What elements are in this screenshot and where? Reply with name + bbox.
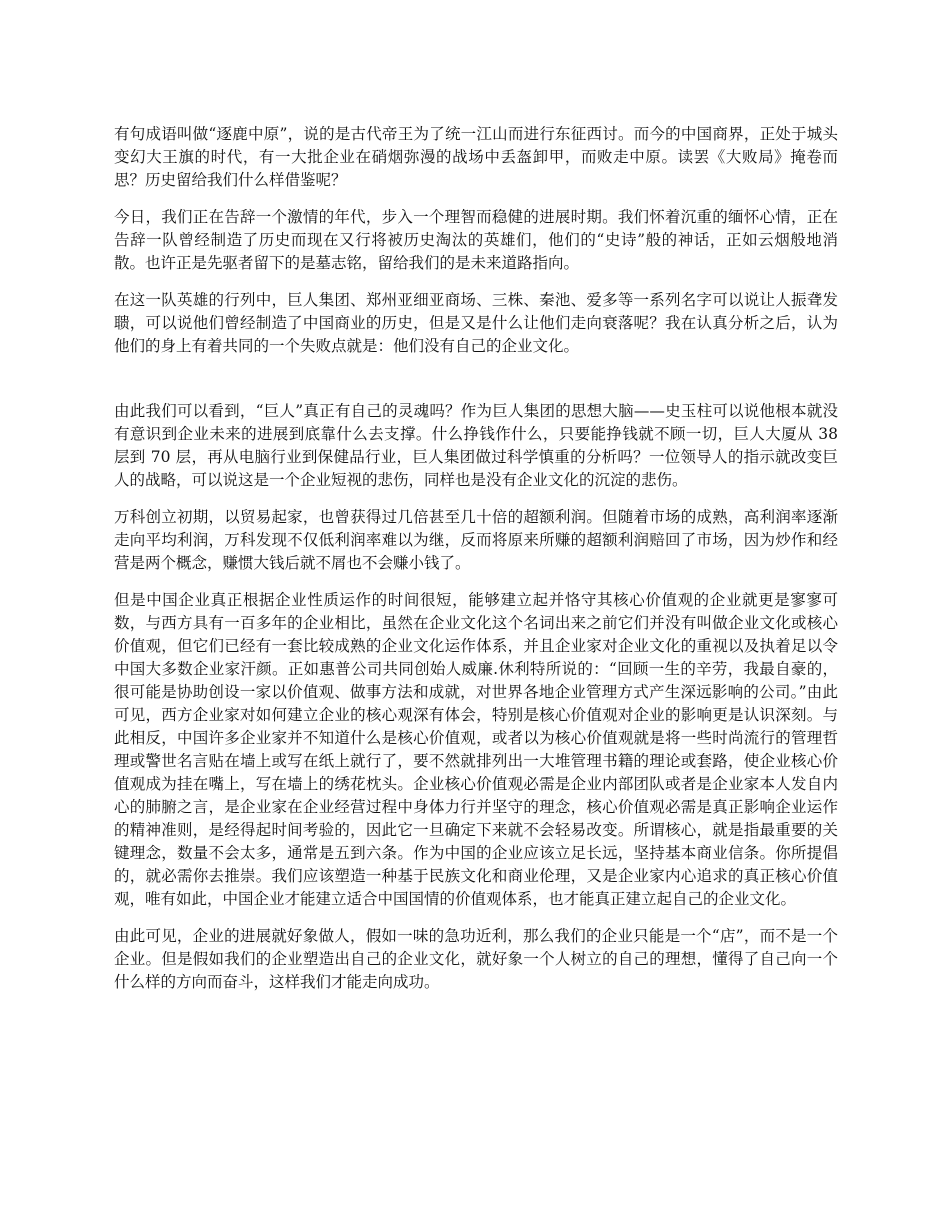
paragraph-2: 今日，我们正在告辞一个激情的年代，步入一个理智而稳健的进展时期。我们怀着沉重的缅怀心情，正在告辞一队曾经制造了历史而现在又行将被历史淘汰的英雄们，他们的“史诗”般的神话，正如云烟般地消散。也许正是先驱者留下的是墓志铭，留给我们的是未来道路指向。 [114, 208, 838, 272]
paragraph-7: 由此可见，企业的进展就好象做人，假如一味的急功近利，那么我们的企业只能是一个“店”，而不是一个企业。但是假如我们的企业塑造出自己的企业文化，就好象一个人树立的自己的理想，懂得了自己向一个什么样的方向而奋斗，这样我们才能走向成功。 [114, 927, 838, 991]
document-body [114, 123, 838, 1008]
paragraph-4: 由此我们可以看到，“巨人”真正有自己的灵魂吗？作为巨人集团的思想大脑——史玉柱可以说他根本就没有意识到企业未来的进展到底靠什么去支撑。什么挣钱作什么，只要能挣钱就不顾一切，巨人大厦从 38 层到 70 层，再从电脑行业到保健品行业，巨人集团做过科学慎重的分析吗？一位领导人的指示就改变巨人的战略，可以说这是一个企业短视的悲伤，同样也是没有企业文化的沉淀的悲伤。 [114, 402, 838, 489]
paragraph-3: 在这一队英雄的行列中，巨人集团、郑州亚细亚商场、三株、秦池、爱多等一系列名字可以说让人振聋发聩，可以说他们曾经制造了中国商业的历史，但是又是什么让他们走向衰落呢？我在认真分析之后，认为他们的身上有着共同的一个失败点就是：他们没有自己的企业文化。 [114, 291, 838, 355]
paragraph-1: 有句成语叫做“逐鹿中原”，说的是古代帝王为了统一江山而进行东征西讨。而今的中国商界，正处于城头变幻大王旗的时代，有一大批企业在硝烟弥漫的战场中丢盔卸甲，而败走中原。读罢《大败局》掩卷而思？历史留给我们什么样借鉴呢？ [114, 125, 838, 189]
paragraph-5: 万科创立初期，以贸易起家，也曾获得过几倍甚至几十倍的超额利润。但随着市场的成熟，高利润率逐渐走向平均利润，万科发现不仅低利润率难以为继，反而将原来所赚的超额利润赔回了市场，因为炒作和经营是两个概念，赚惯大钱后就不屑也不会赚小钱了。 [114, 508, 838, 572]
paragraph-6: 但是中国企业真正根据企业性质运作的时间很短，能够建立起并恪守其核心价值观的企业就更是寥寥可数，与西方具有一百多年的企业相比，虽然在企业文化这个名词出来之前它们并没有叫做企业文化或核心价值观，但它们已经有一套比较成熟的企业文化运作体系，并且企业家对企业文化的重视以及执着足以令中国大多数企业家汗颜。正如惠普公司共同创始人威廉.休利特所说的：“回顾一生的辛劳，我最自豪的，很可能是协助创设一家以价值观、做事方法和成就，对世界各地企业管理方式产生深远影响的公司。”由此可见，西方企业家对如何建立企业的核心观深有体会，特别是核心价值观对企业的影响更是认识深刻。与此相反，中国许多企业家并不知道什么是核心价值观，或者以为核心价值观就是将一些时尚流行的管理哲理或警世名言贴在墙上或写在纸上就行了，要不然就排列出一大堆管理书籍的理论或套路，使企业核心价值观成为挂在嘴上，写在墙上的绣花枕头。企业核心价值观必需是企业内部团队或者是企业家本人发自内心的肺腑之言，是企业家在企业经营过程中身体力行并坚守的理念，核心价值观必需是真正影响企业运作的精神准则，是经得起时间考验的，因此它一旦确定下来就不会轻易改变。所谓核心，就是指最重要的关键理念，数量不会太多，通常是五到六条。作为中国的企业应该立足长远，坚持基本商业信条。你所提倡的，就必需你去推崇。我们应该塑造一种基于民族文化和商业伦理，又是企业家内心追求的真正核心价值观，唯有如此，中国企业才能建立适合中国国情的价值观体系，也才能真正建立起自己的企业文化。 [114, 591, 838, 908]
section-gap [114, 372, 838, 400]
